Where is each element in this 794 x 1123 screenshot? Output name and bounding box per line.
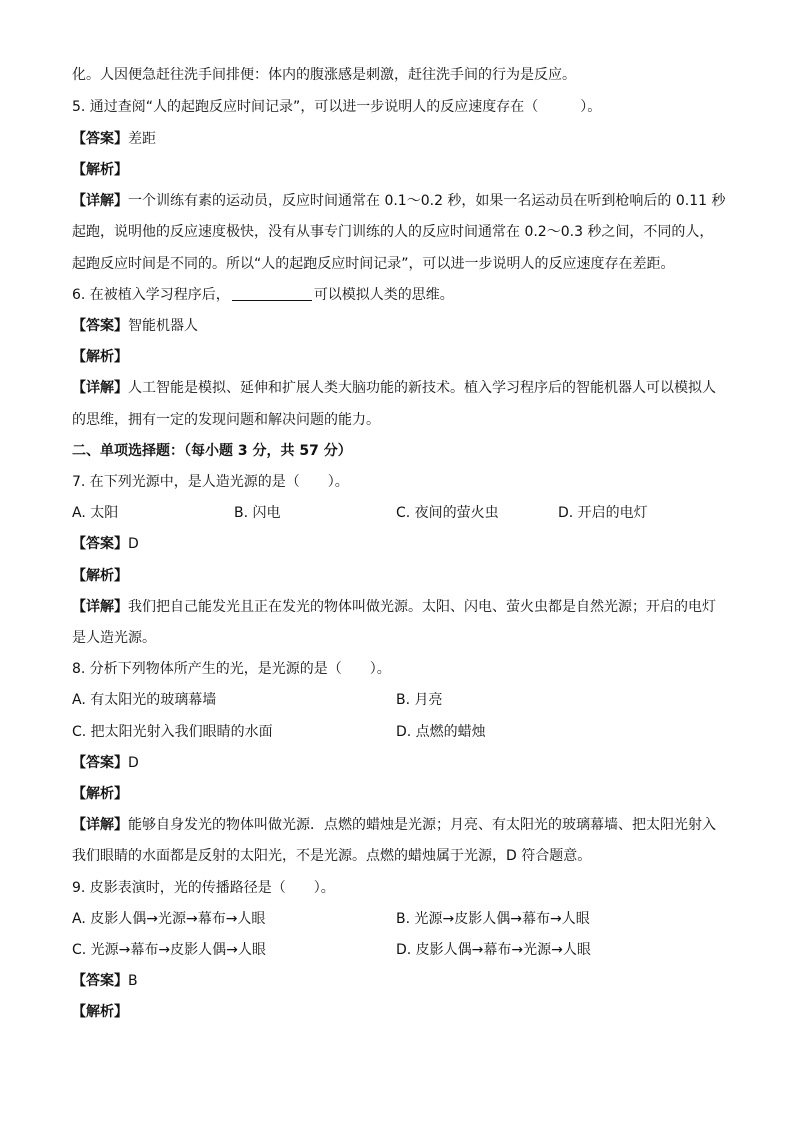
detail-7-line-2: 是人造光源。 (72, 630, 156, 646)
question-8: 8. 分析下列物体所产生的光，是光源的是（ ）。 (72, 661, 391, 677)
analysis-marker: 【解析】 (72, 349, 128, 365)
detail-text: 人工智能是模拟、延伸和扩展人类大脑功能的新技术。植入学习程序后的智能机器人可以模拟人 (128, 380, 716, 396)
detail-5-line-3: 起跑反应时间是不同的。所以“人的起跑反应时间记录”，可以进一步说明人的反应速度存在差距。 (72, 256, 675, 272)
option-8-c: C. 把太阳光射入我们眼睛的水面 (72, 724, 273, 740)
answer-marker: 【答案】 (72, 131, 128, 147)
answer-text: D (128, 755, 139, 771)
answer-6 (72, 316, 198, 336)
answer-text: 智能机器人 (128, 318, 198, 334)
option-7-b: B. 闪电 (234, 505, 281, 521)
answer-marker: 【答案】 (72, 318, 128, 334)
detail-5-line-2: 起跑，说明他的反应速度极快，没有从事专门训练的人的反应时间通常在 0.2～0.3 秒之间，不同的人， (72, 224, 714, 240)
detail-marker: 【详解】 (72, 380, 128, 396)
option-9-a: A. 皮影人偶→光源→幕布→人眼 (72, 911, 266, 927)
analysis-marker: 【解析】 (72, 568, 128, 584)
question-6-suffix: 可以模拟人类的思维。 (313, 287, 454, 303)
option-8-b: B. 月亮 (396, 692, 443, 708)
answer-5 (72, 129, 156, 149)
question-5: 5. 通过查阅“人的起跑反应时间记录”，可以进一步说明人的反应速度存在（ ）。 (72, 99, 602, 115)
answer-text: 差距 (128, 131, 156, 147)
detail-8-line-2: 我们眼睛的水面都是反射的太阳光，不是光源。点燃的蜡烛属于光源，D 符合题意。 (72, 848, 592, 864)
detail-text: 能够自身发光的物体叫做光源．点燃的蜡烛是光源；月亮、有太阳光的玻璃幕墙、把太阳光射入 (128, 817, 716, 833)
question-9: 9. 皮影表演时，光的传播路径是（ ）。 (72, 880, 335, 896)
option-8-a: A. 有太阳光的玻璃幕墙 (72, 692, 217, 708)
fill-in-blank (232, 286, 312, 301)
detail-text: 一个训练有素的运动员，反应时间通常在 0.1～0.2 秒，如果一名运动员在听到枪响后的 0.11 秒 (128, 193, 726, 209)
analysis-marker: 【解析】 (72, 162, 128, 178)
detail-marker: 【详解】 (72, 599, 128, 615)
text-line: 化。人因便急赶往洗手间排便：体内的腹涨感是刺激，赶往洗手间的行为是反应。 (72, 67, 576, 83)
section-heading: 二、单项选择题：（每小题 3 分，共 57 分） (72, 443, 352, 459)
detail-text: 我们把自己能发光且正在发光的物体叫做光源。太阳、闪电、萤火虫都是自然光源；开启的电灯 (128, 599, 716, 615)
detail-7-line-1 (72, 597, 716, 617)
option-9-c: C. 光源→幕布→皮影人偶→人眼 (72, 942, 266, 958)
option-7-c: C. 夜间的萤火虫 (396, 505, 499, 521)
option-9-b: B. 光源→皮影人偶→幕布→人眼 (396, 911, 590, 927)
detail-5-line-1 (72, 191, 726, 211)
analysis-marker: 【解析】 (72, 786, 128, 802)
question-6 (72, 285, 454, 305)
analysis-marker: 【解析】 (72, 1004, 128, 1020)
detail-marker: 【详解】 (72, 817, 128, 833)
option-8-d: D. 点燃的蜡烛 (396, 724, 486, 740)
answer-text: B (128, 973, 138, 989)
detail-marker: 【详解】 (72, 193, 128, 209)
answer-marker: 【答案】 (72, 536, 128, 552)
answer-marker: 【答案】 (72, 755, 128, 771)
detail-6-line-2: 的思维，拥有一定的发现问题和解决问题的能力。 (72, 412, 380, 428)
question-7: 7. 在下列光源中，是人造光源的是（ ）。 (72, 474, 349, 490)
answer-text: D (128, 536, 139, 552)
detail-8-line-1 (72, 815, 716, 835)
answer-7 (72, 534, 139, 554)
option-7-a: A. 太阳 (72, 505, 119, 521)
option-9-d: D. 皮影人偶→幕布→光源→人眼 (396, 942, 591, 958)
answer-8 (72, 753, 139, 773)
question-6-prefix: 6. 在被植入学习程序后， (72, 287, 230, 303)
answer-marker: 【答案】 (72, 973, 128, 989)
option-7-d: D. 开启的电灯 (558, 505, 648, 521)
detail-6-line-1 (72, 378, 716, 398)
answer-9 (72, 971, 138, 991)
